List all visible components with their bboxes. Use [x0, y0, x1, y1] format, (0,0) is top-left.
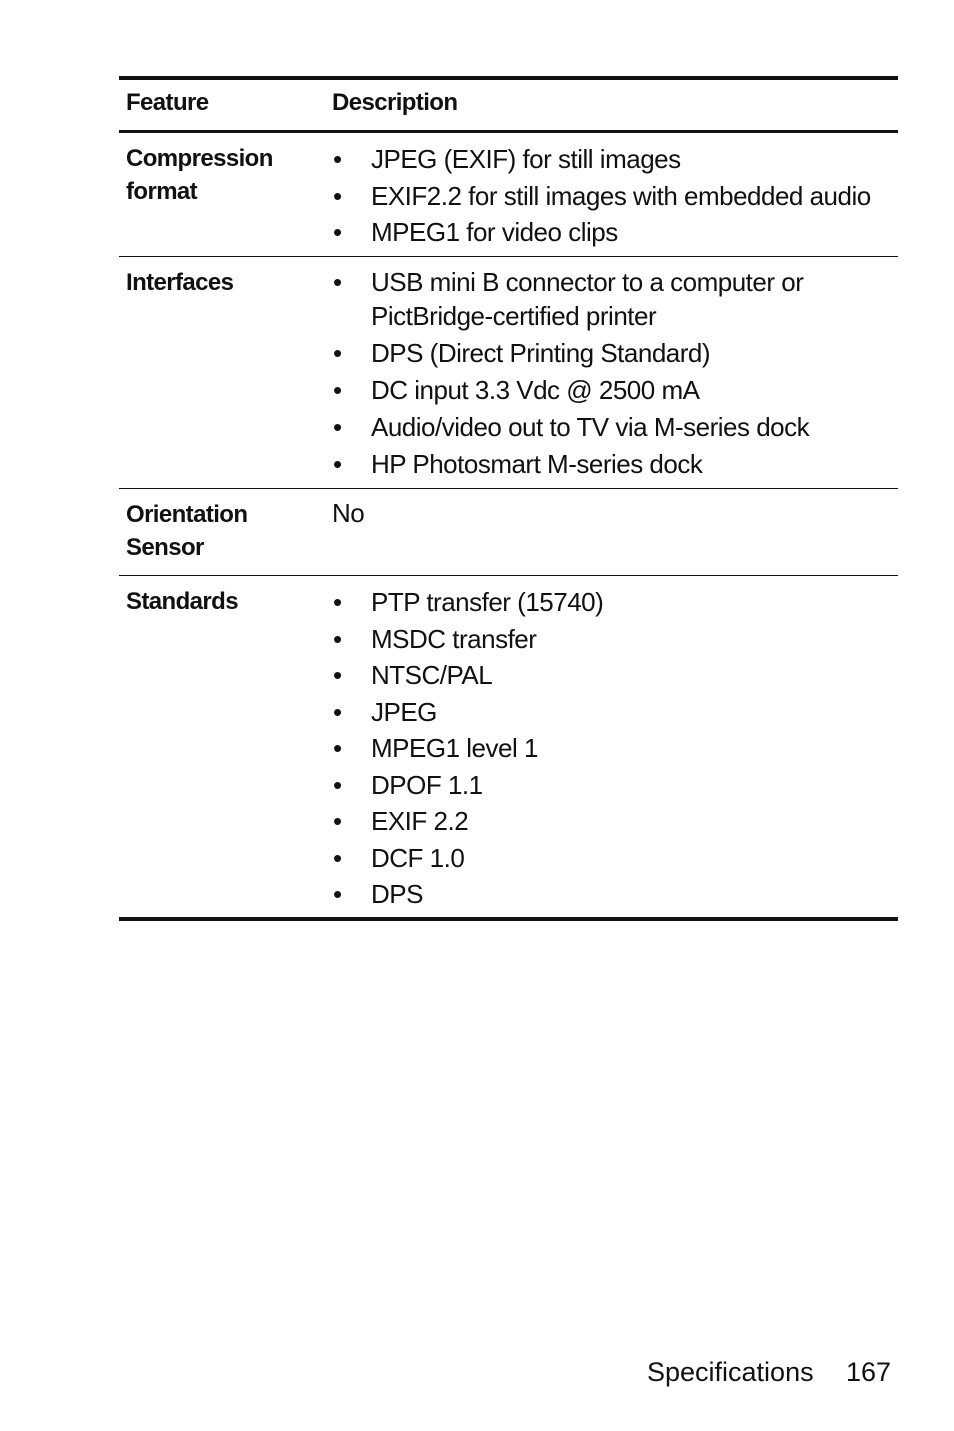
description-cell — [332, 497, 892, 530]
list-item: • MPEG1 for video clips — [332, 214, 892, 251]
feature-cell: Interfaces — [126, 269, 234, 296]
page-number: 167 — [846, 1357, 892, 1387]
feature-cell: Orientation Sensor — [126, 501, 248, 561]
feature-column-header: Feature — [126, 89, 209, 116]
list-item: • DC input 3.3 Vdc @ 2500 mA — [332, 373, 892, 407]
list-item: • NTSC/PAL — [332, 657, 892, 694]
table-row — [119, 257, 898, 489]
description-cell — [332, 265, 892, 481]
list-item: • JPEG — [332, 694, 892, 731]
list-item: • DCF 1.0 — [332, 840, 892, 877]
list-item: • DPS — [332, 876, 892, 913]
specifications-table — [119, 76, 898, 921]
list-item: • JPEG (EXIF) for still images — [332, 141, 892, 178]
list-item: • PTP transfer (15740) — [332, 584, 892, 621]
feature-cell: Compression format — [126, 145, 273, 205]
table-header-row — [119, 80, 898, 133]
table-row — [119, 576, 898, 917]
list-item: • Audio/video out to TV via M-series dock — [332, 410, 892, 444]
list-item: • MSDC transfer — [332, 621, 892, 658]
list-item: • EXIF2.2 for still images with embedded audio — [332, 178, 892, 215]
list-item: • MPEG1 level 1 — [332, 730, 892, 767]
description-column-header: Description — [332, 89, 458, 116]
list-item: • HP Photosmart M-series dock — [332, 447, 892, 481]
description-text: No — [332, 498, 365, 528]
table-row — [119, 489, 898, 576]
footer-section-title: Specifications — [647, 1357, 814, 1387]
feature-cell: Standards — [126, 588, 238, 615]
list-item: • USB mini B connector to a computer or PictBridge-certified printer — [332, 265, 892, 333]
list-item: • DPS (Direct Printing Standard) — [332, 336, 892, 370]
table-row — [119, 133, 898, 257]
description-cell — [332, 141, 892, 251]
list-item: • DPOF 1.1 — [332, 767, 892, 804]
list-item: • EXIF 2.2 — [332, 803, 892, 840]
description-cell — [332, 584, 892, 913]
